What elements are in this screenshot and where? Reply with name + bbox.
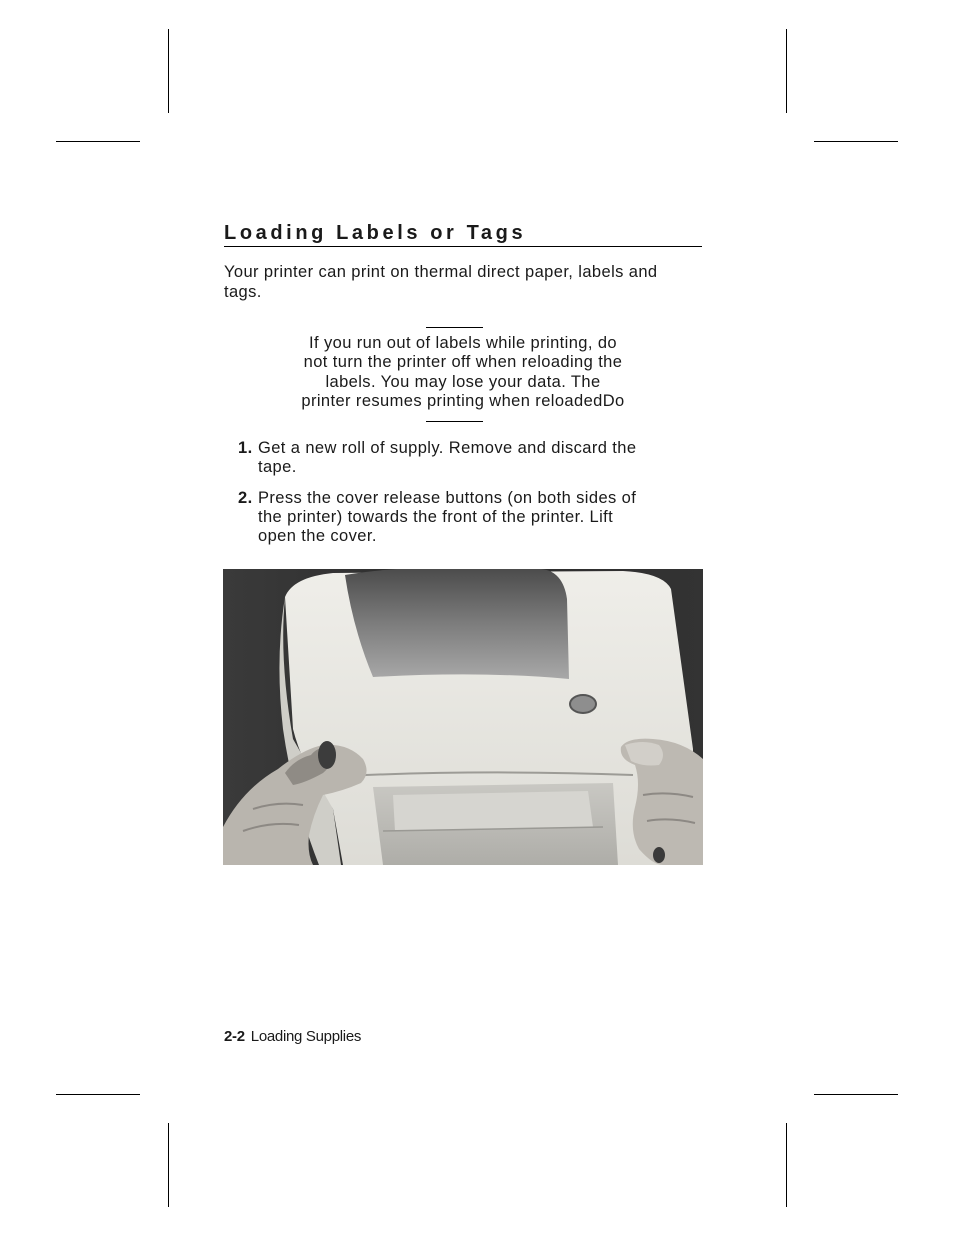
note-line: printer resumes printing when reloadedDo [301, 391, 625, 410]
step-line: tape. [258, 458, 297, 477]
chapter-name: Loading Supplies [250, 1028, 362, 1045]
crop-mark-top-left-horizontal [56, 141, 140, 142]
note-line: not turn the printer off when reloading the [303, 353, 623, 372]
step-number: 1. [238, 439, 253, 457]
printer-cover-photo [223, 569, 703, 865]
intro-paragraph: Your printer can print on thermal direct paper, labels and tags. [224, 263, 658, 301]
crop-mark-top-left-vertical [168, 29, 169, 113]
step-line: Get a new roll of supply. Remove and discard the [258, 439, 637, 457]
step-line: Press the cover release buttons (on both sides of [258, 488, 637, 507]
crop-mark-bottom-right-vertical [786, 1123, 787, 1207]
page-footer [224, 1027, 361, 1047]
crop-mark-bottom-left-horizontal [56, 1094, 140, 1095]
page-number: 2-2 [224, 1028, 245, 1045]
step-item [238, 439, 690, 478]
note-line: labels. You may lose your data. The [325, 372, 601, 391]
note-text [262, 334, 664, 411]
step-number: 2. [238, 488, 253, 507]
note-bottom-rule [426, 421, 483, 422]
section-title: Loading Labels or Tags [224, 220, 702, 247]
steps-list [238, 439, 690, 557]
crop-mark-top-right-vertical [786, 29, 787, 113]
note-line: If you run out of labels while printing, do [309, 334, 617, 352]
step-item [238, 489, 690, 547]
note-top-rule [426, 327, 483, 328]
step-line: the printer) towards the front of the printer. Lift [258, 507, 614, 526]
crop-mark-top-right-horizontal [814, 141, 898, 142]
crop-mark-bottom-left-vertical [168, 1123, 169, 1207]
crop-mark-bottom-right-horizontal [814, 1094, 898, 1095]
step-line: open the cover. [258, 527, 377, 546]
printer-illustration [223, 569, 703, 865]
